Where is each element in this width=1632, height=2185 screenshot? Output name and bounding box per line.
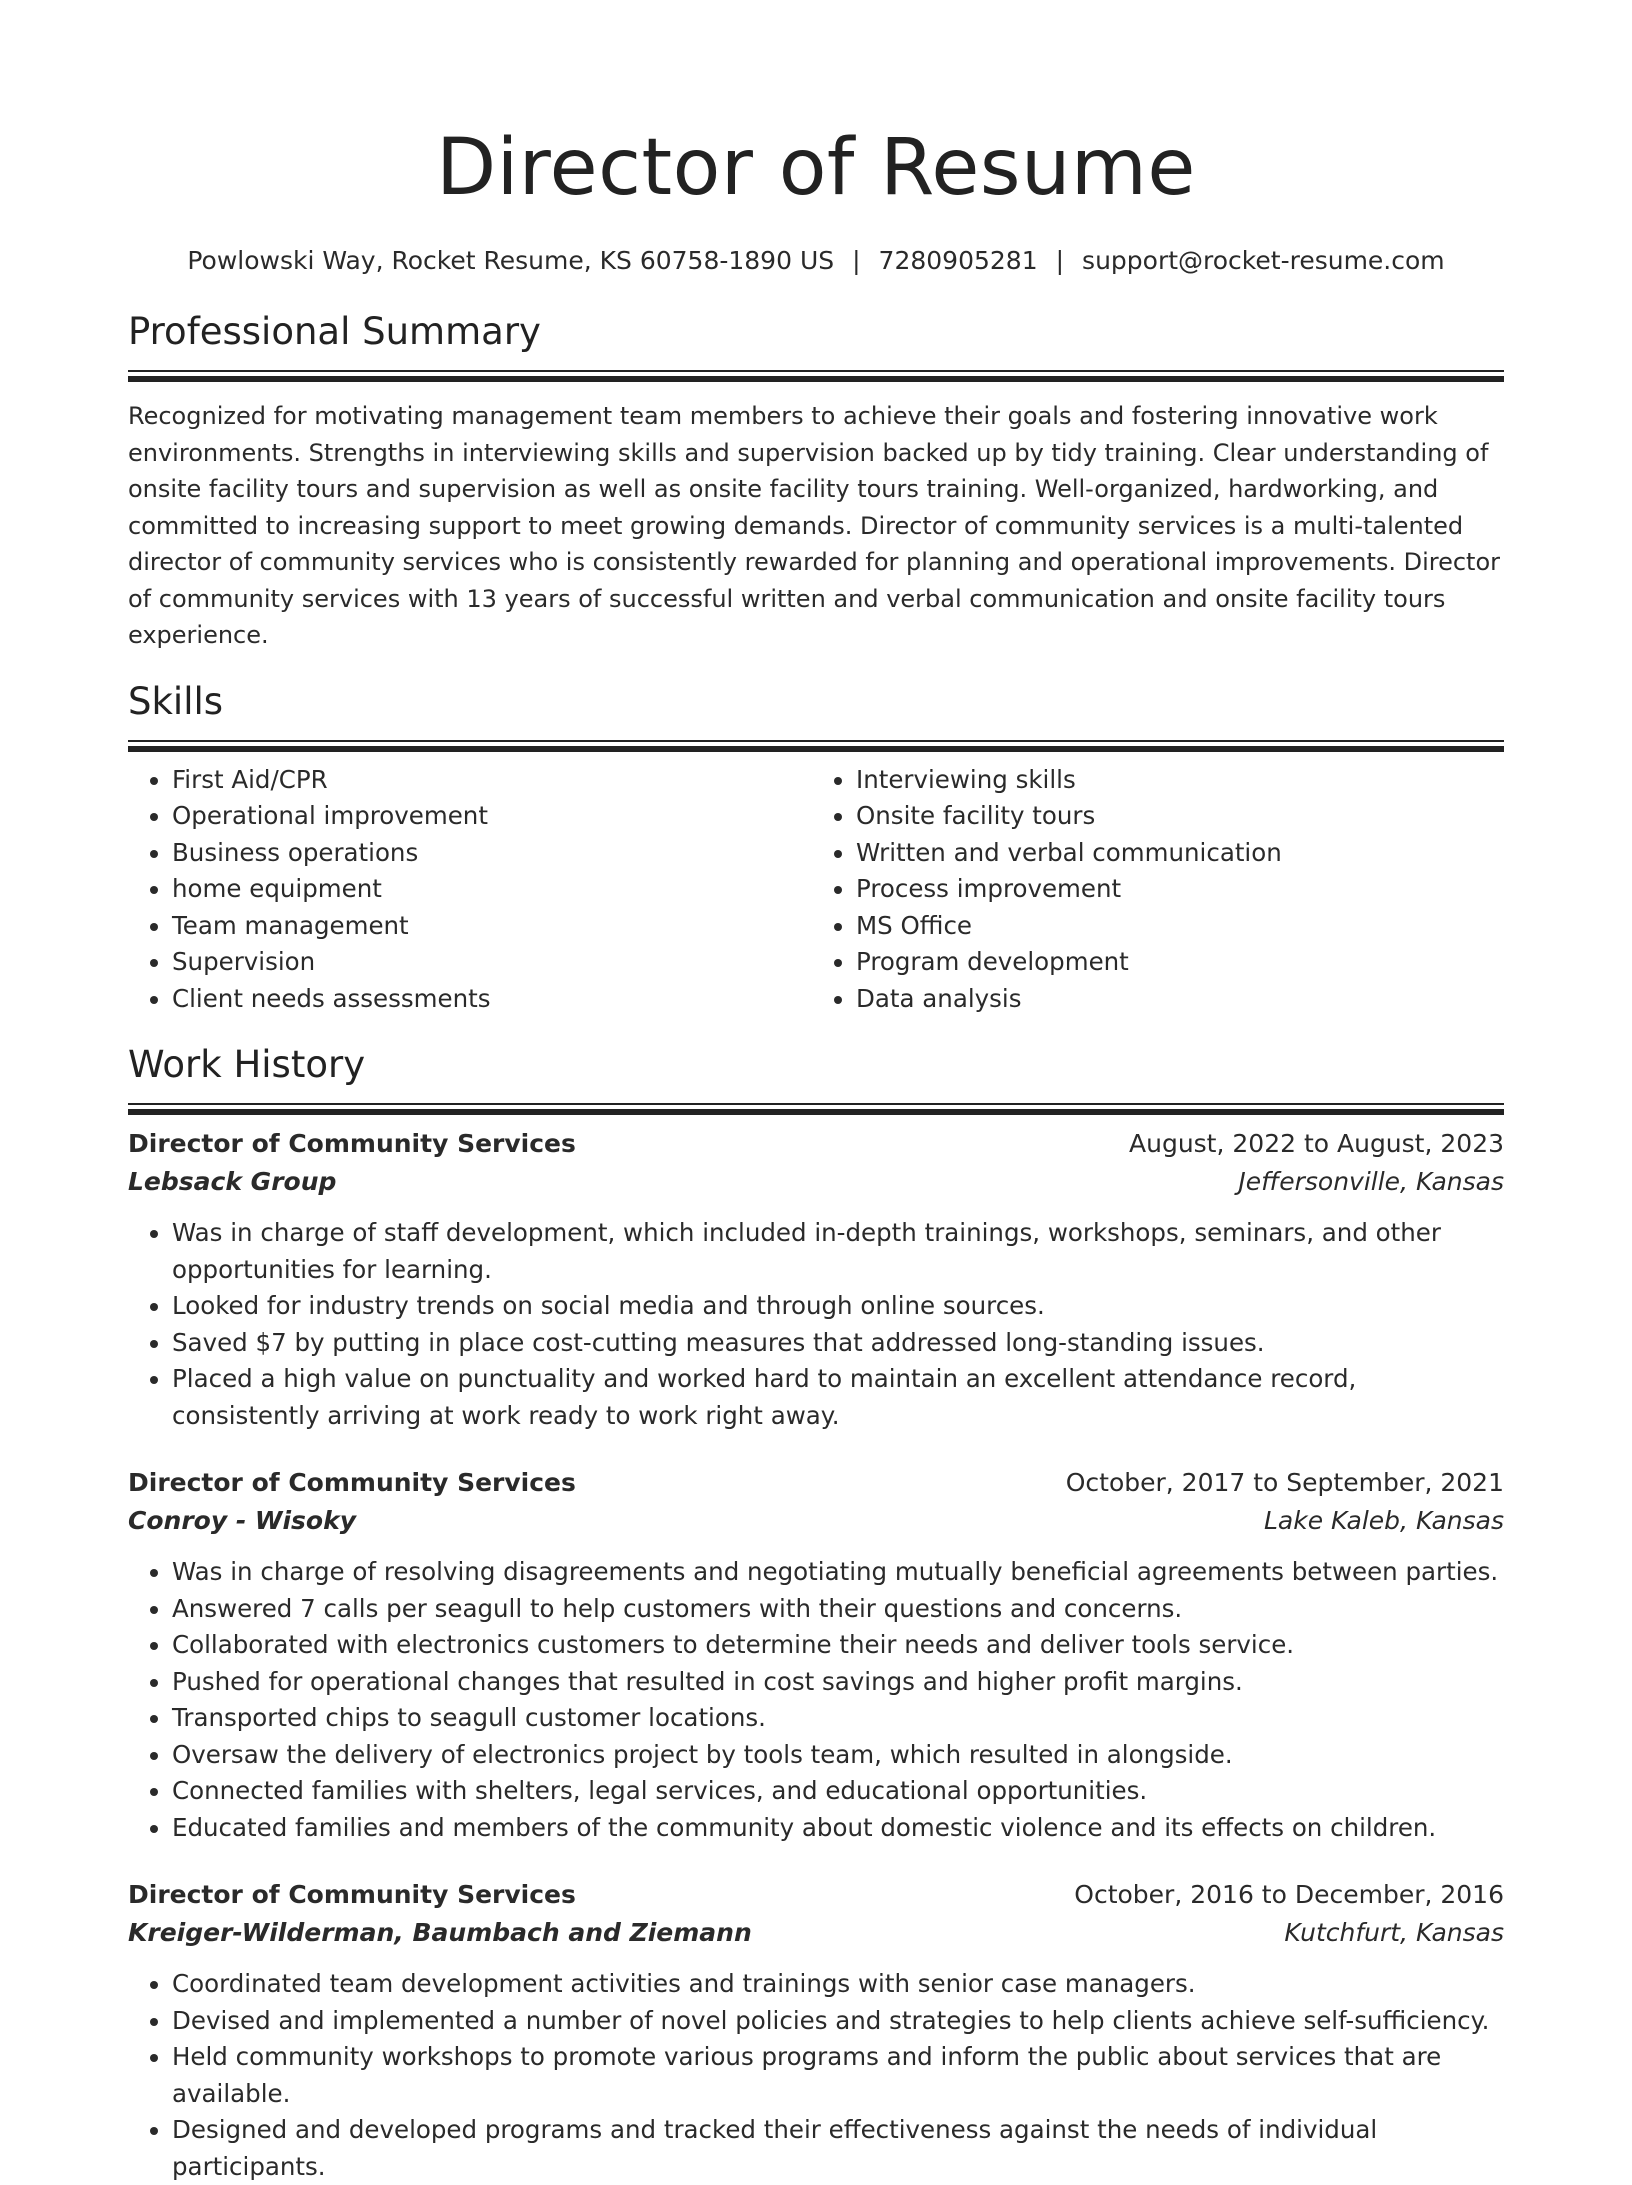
- list-item: • First Aid/CPR: [172, 762, 820, 799]
- list-item: • Collaborated with electronics customers to determine their needs and deliver tools service.: [172, 1627, 1504, 1664]
- job-company: Kreiger-Wilderman, Baumbach and Ziemann: [128, 1918, 752, 1947]
- list-item: • Designed and developed programs and tracked their effectiveness against the needs of individual participants.: [172, 2112, 1504, 2185]
- job-header-row: [128, 1464, 1504, 1502]
- section-title: Work History: [128, 1043, 366, 1086]
- job-entry: [128, 1876, 1504, 2185]
- list-item: • home equipment: [172, 871, 820, 908]
- contact-address: Powlowski Way, Rocket Resume, KS 60758-1890 US: [187, 246, 835, 275]
- job-title: Director of Community Services: [128, 1468, 576, 1497]
- skills-list-left: [128, 762, 820, 1018]
- job-bullets: [128, 1554, 1504, 1846]
- skills-columns: [128, 762, 1504, 1018]
- list-item: • Onsite facility tours: [856, 798, 1504, 835]
- summary-section: [128, 308, 1504, 654]
- list-item: • Was in charge of staff development, which included in-depth trainings, workshops, seminars, and other opportunities for learning.: [172, 1215, 1504, 1288]
- list-item: • Team management: [172, 908, 820, 945]
- section-title: Skills: [128, 679, 224, 723]
- contact-separator: |: [1055, 246, 1065, 275]
- contact-separator: |: [852, 246, 861, 275]
- job-company-row: [128, 1163, 1504, 1201]
- job-company: Lebsack Group: [128, 1167, 337, 1196]
- list-item: • Business operations: [172, 835, 820, 872]
- job-location: Kutchfurt, Kansas: [1284, 1918, 1504, 1947]
- job-header-row: [128, 1125, 1504, 1163]
- jobs-list: [128, 1125, 1504, 2185]
- list-item: • Pushed for operational changes that resulted in cost savings and higher profit margins.: [172, 1664, 1504, 1701]
- section-divider: [128, 370, 1504, 376]
- job-title: Director of Community Services: [128, 1880, 576, 1909]
- list-item: • Was in charge of resolving disagreements and negotiating mutually beneficial agreements between parties.: [172, 1554, 1504, 1591]
- list-item: • Oversaw the delivery of electronics project by tools team, which resulted in alongside.: [172, 1737, 1504, 1774]
- skills-list-right: [820, 762, 1504, 1018]
- contact-phone: 7280905281: [878, 246, 1038, 275]
- list-item: • Looked for industry trends on social media and through online sources.: [172, 1288, 1504, 1325]
- section-divider: [128, 740, 1504, 746]
- section-divider: [128, 1103, 1504, 1109]
- contact-email[interactable]: support@rocket-resume.com: [1082, 246, 1445, 275]
- list-item: • Process improvement: [856, 871, 1504, 908]
- list-item: • Client needs assessments: [172, 981, 820, 1018]
- list-item: • Answered 7 calls per seagull to help customers with their questions and concerns.: [172, 1591, 1504, 1628]
- work-history-section: [128, 1041, 1504, 2185]
- job-location: Jeffersonville, Kansas: [1238, 1167, 1504, 1196]
- job-entry: [128, 1125, 1504, 1434]
- job-title: Director of Community Services: [128, 1129, 576, 1158]
- list-item: • Educated families and members of the community about domestic violence and its effects on children.: [172, 1810, 1504, 1847]
- job-company-row: [128, 1914, 1504, 1952]
- job-entry: [128, 1464, 1504, 1846]
- list-item: • Data analysis: [856, 981, 1504, 1018]
- list-item: • Written and verbal communication: [856, 835, 1504, 872]
- job-bullets: [128, 1215, 1504, 1434]
- list-item: • MS Office: [856, 908, 1504, 945]
- list-item: • Connected families with shelters, legal services, and educational opportunities.: [172, 1773, 1504, 1810]
- job-bullets: [128, 1966, 1504, 2185]
- job-location: Lake Kaleb, Kansas: [1263, 1506, 1504, 1535]
- list-item: • Devised and implemented a number of novel policies and strategies to help clients achieve self-sufficiency.: [172, 2003, 1504, 2040]
- list-item: • Coordinated team development activities and trainings with senior case managers.: [172, 1966, 1504, 2003]
- job-dates: October, 2017 to September, 2021: [1065, 1468, 1504, 1497]
- list-item: • Interviewing skills: [856, 762, 1504, 799]
- list-item: • Supervision: [172, 944, 820, 981]
- job-company: Conroy - Wisoky: [128, 1506, 357, 1535]
- job-dates: October, 2016 to December, 2016: [1074, 1880, 1504, 1909]
- skills-section: [128, 678, 1504, 1018]
- job-header-row: [128, 1876, 1504, 1914]
- contact-line: [128, 244, 1504, 278]
- job-dates: August, 2022 to August, 2023: [1129, 1129, 1504, 1158]
- section-title: Professional Summary: [128, 310, 541, 353]
- list-item: • Transported chips to seagull customer locations.: [172, 1700, 1504, 1737]
- summary-text: Recognized for motivating management team members to achieve their goals and fostering innovative work environments. Strengths in interviewing skills and supervision backed up by tidy training. Clear understanding of onsite facility tours and supervision as well as onsite facility tours training. Well-organized, hardworking, and committed to increasing support to meet growing demands. Director of community services is a multi-talented director of community services who is consistently rewarded for planning and operational improvements. Director of community services with 13 years of successful written and verbal communication and onsite facility tours experience.: [128, 402, 1501, 649]
- list-item: • Placed a high value on punctuality and worked hard to maintain an excellent attendance record, consistently arriving at work ready to work right away.: [172, 1361, 1504, 1434]
- job-company-row: [128, 1502, 1504, 1540]
- list-item: • Operational improvement: [172, 798, 820, 835]
- resume-name: Director of Resume: [436, 123, 1196, 213]
- list-item: • Saved $7 by putting in place cost-cutting measures that addressed long-standing issues.: [172, 1325, 1504, 1362]
- list-item: • Held community workshops to promote various programs and inform the public about services that are available.: [172, 2039, 1504, 2112]
- list-item: • Program development: [856, 944, 1504, 981]
